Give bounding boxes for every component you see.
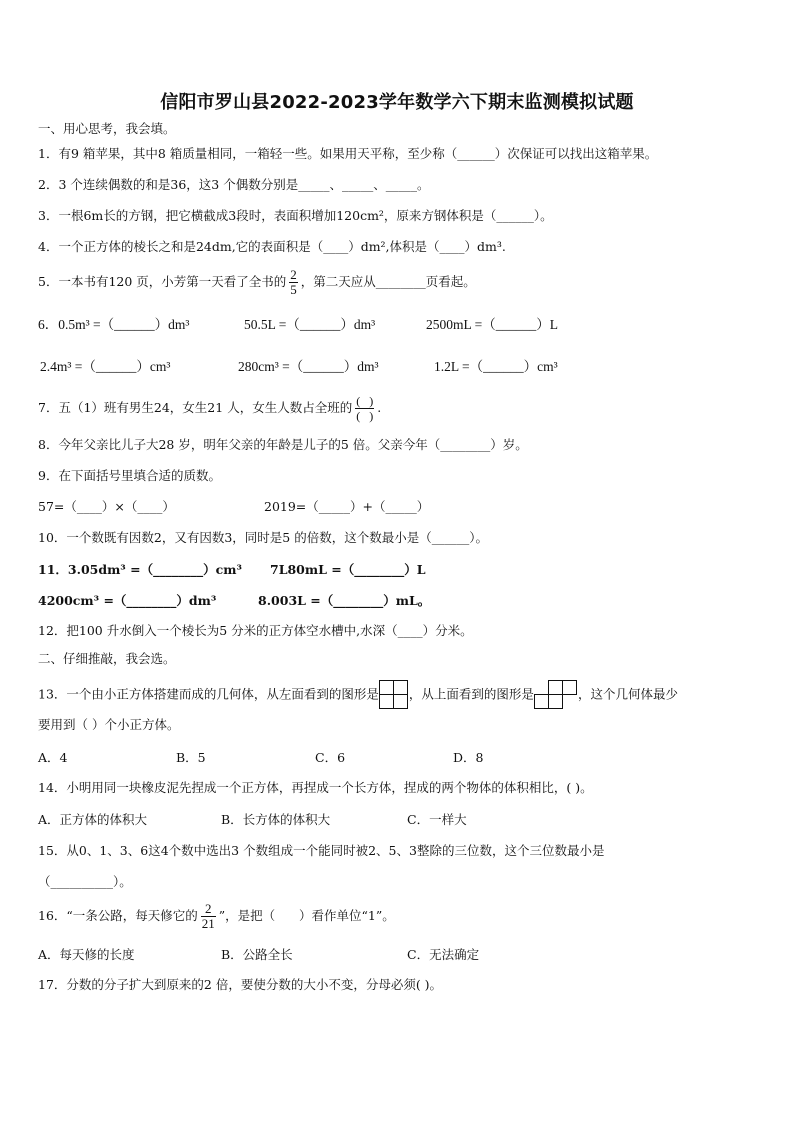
question-16-tail: ”，是把（ ）看作单位“1”。 <box>218 908 395 923</box>
question-6-b3: 1.2L =（______）cm³ <box>434 359 558 374</box>
question-12: 12．把100 升水倒入一个棱长为5 分米的正方体空水槽中,水深（____）分米。 <box>38 623 473 638</box>
blank-numerator: ( ) <box>356 394 374 408</box>
question-8: 8．今年父亲比儿子大28 岁，明年父亲的年龄是儿子的5 倍。父亲今年（________）岁。 <box>38 437 528 452</box>
question-11-d: 8.003L =（________）mL。 <box>258 593 431 608</box>
q14-option-b: B．长方体的体积大 <box>221 812 331 827</box>
question-17: 17．分数的分子扩大到原来的2 倍，要使分数的大小不变，分母必须( )。 <box>38 977 443 992</box>
q14-option-c: C．一样大 <box>407 812 467 827</box>
question-6-a2: 50.5L =（______）dm³ <box>244 317 376 332</box>
fraction-denominator: 5 <box>290 282 297 297</box>
question-13-tail: ，这个几何体最少 <box>577 686 678 702</box>
question-13-text: 13．一个由小正方体搭建而成的几何体，从左面看到的图形是 <box>38 686 379 702</box>
left-view-figure <box>379 680 409 710</box>
question-15: 15．从0、1、3、6这4个数中选出3 个数组成一个能同时被2、5、3整除的三位数，这个三位数最小是 <box>38 843 605 858</box>
question-9-a: 57=（____）×（____） <box>38 499 175 514</box>
question-16-text: 16．“一条公路，每天修它的 <box>38 908 198 923</box>
fraction-two-fifths <box>289 268 298 297</box>
question-3: 3．一根6m长的方钢，把它横截成3段时，表面积增加120cm²，原来方钢体积是（______）。 <box>38 208 553 223</box>
question-9-b: 2019=（_____）+（_____） <box>264 499 430 514</box>
q13-option-c: C．6 <box>315 750 346 765</box>
q13-option-a: A．4 <box>38 750 68 765</box>
question-11-a: 11．3.05dm³ =（________）cm³ <box>38 562 242 577</box>
question-7-text: 7．五（1）班有男生24，女生21 人，女生人数占全班的 <box>38 400 353 415</box>
question-13-line2: 要用到（ ）个小正方体。 <box>38 717 180 732</box>
page-title: 信阳市罗山县2022-2023学年数学六下期末监测模拟试题 <box>160 92 634 113</box>
q16-option-c: C．无法确定 <box>407 947 480 962</box>
question-11-b: 7L80mL =（________）L <box>270 562 426 577</box>
blank-denominator: ( ) <box>356 409 374 423</box>
question-5 <box>38 268 476 297</box>
question-5-tail: ，第二天应从________页看起。 <box>300 274 476 289</box>
question-14: 14．小明用同一块橡皮泥先捏成一个正方体，再捏成一个长方体，捏成的两个物体的体积相比，( )。 <box>38 780 593 795</box>
question-7 <box>38 394 381 423</box>
question-9: 9．在下面括号里填合适的质数。 <box>38 468 221 483</box>
section-1-heading: 一、用心思考，我会填。 <box>38 121 176 136</box>
question-6-b1: 2.4m³ =（______）cm³ <box>40 359 171 374</box>
question-7-tail: . <box>377 400 382 415</box>
fraction-two-over-twentyone <box>201 902 216 931</box>
fraction-denominator: 21 <box>201 916 215 931</box>
q14-option-a: A．正方体的体积大 <box>38 812 148 827</box>
question-5-text: 5．一本书有120 页，小芳第一天看了全书的 <box>38 274 287 289</box>
q16-option-a: A．每天修的长度 <box>38 947 135 962</box>
top-view-figure <box>534 680 578 710</box>
question-15-line2: （__________）。 <box>38 874 132 889</box>
question-2: 2．3 个连续偶数的和是36，这3 个偶数分别是_____、_____、_____。 <box>38 177 430 192</box>
question-13-mid: ，从上面看到的图形是 <box>408 686 534 702</box>
q13-option-b: B．5 <box>176 750 206 765</box>
question-6-a1: 6．0.5m³ =（______）dm³ <box>38 317 190 332</box>
q16-option-b: B．公路全长 <box>221 947 293 962</box>
q13-option-d: D．8 <box>453 750 484 765</box>
question-16 <box>38 902 395 931</box>
question-13 <box>38 680 678 710</box>
question-6-a3: 2500mL =（______）L <box>426 317 558 332</box>
question-10: 10．一个数既有因数2，又有因数3，同时是5 的倍数，这个数最小是（______）。 <box>38 530 488 545</box>
blank-fraction <box>355 394 374 423</box>
question-11-c: 4200cm³ =（________）dm³ <box>38 593 217 608</box>
question-1: 1．有9 箱苹果，其中8 箱质量相同，一箱轻一些。如果用天平称，至少称（______）次保证可以找出这箱苹果。 <box>38 146 658 161</box>
question-4: 4．一个正方体的棱长之和是24dm,它的表面积是（____）dm²,体积是（____）dm³. <box>38 239 506 254</box>
section-2-heading: 二、仔细推敲，我会选。 <box>38 651 176 666</box>
fraction-numerator: 2 <box>201 902 216 917</box>
fraction-numerator: 2 <box>290 267 297 282</box>
question-6-b2: 280cm³ =（______）dm³ <box>238 359 379 374</box>
